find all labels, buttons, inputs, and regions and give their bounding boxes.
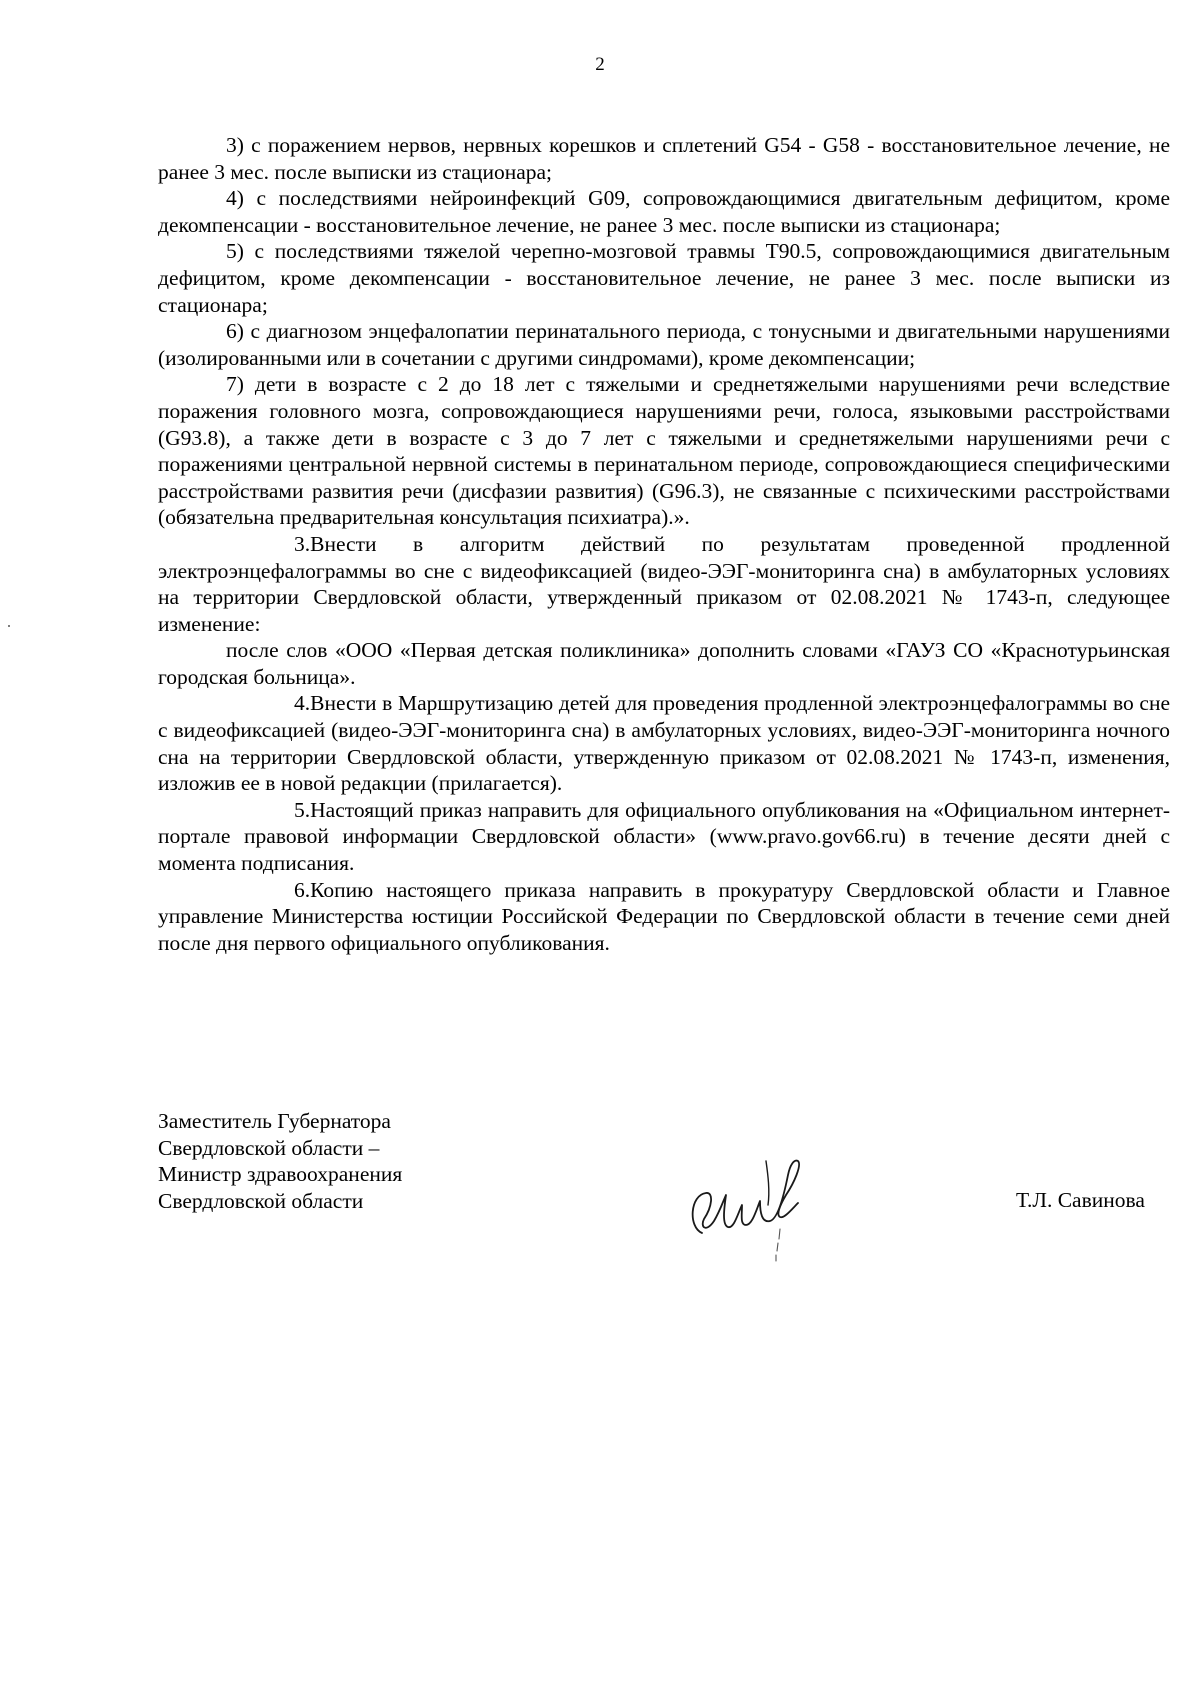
paragraph-sub-item-5: 5) с последствиями тяжелой черепно-мозговой травмы Т90.5, сопровождающимися двигательным дефицитом, кроме декомпенсации - восстановительное лечение, не ранее 3 мес. после выписки из стационара; — [158, 239, 1170, 317]
paragraph-item-3 — [158, 531, 1170, 637]
paragraph-item-6 — [158, 877, 1170, 957]
signatory-title-line: Министр здравоохранения — [158, 1162, 403, 1187]
item-6-text: Копию настоящего приказа направить в прокуратуру Свердловской области и Главное управление Министерства юстиции Российской Федерации по Свердловской области в течение семи дней после дня первого официального опубликования. — [158, 877, 1170, 955]
paragraph-item-5 — [158, 797, 1170, 877]
paragraph-item-3-change: после слов «ООО «Первая детская поликлиника» дополнить словами «ГАУЗ СО «Краснотурьинская городская больница». — [158, 638, 1170, 689]
item-number-3: 3. — [294, 531, 311, 556]
paragraph-sub-item-4: 4) с последствиями нейроинфекций G09, сопровождающимися двигательным дефицитом, кроме декомпенсации - восстановительное лечение, не ранее 3 мес. после выписки из стационара; — [158, 186, 1170, 237]
item-number-4: 4. — [294, 691, 311, 716]
paragraph-sub-item-6: 6) с диагнозом энцефалопатии перинатального периода, с тонусными и двигательными нарушениями (изолированными или в сочетании с другими синдромами), кроме декомпенсации; — [158, 319, 1170, 370]
item-3-text: Внести в алгоритм действий по результатам проведенной продленной электроэнцефалограммы во сне с видеофиксацией (видео-ЭЭГ-мониторинга сна) в амбулаторных условиях на территории Свердловской области, утвержденный приказом от 02.08.2021 № 1743-п, следующее изменение: — [158, 531, 1170, 636]
page-number: 2 — [595, 54, 605, 75]
signatory-title-line: Свердловской области — [158, 1188, 364, 1213]
scan-speck — [8, 625, 10, 627]
item-5-text: Настоящий приказ направить для официального опубликования на «Официальном интернет-портале правовой информации Свердловской области» (www.pravo.gov66.ru) в течение десяти дней с момента подписания. — [158, 797, 1170, 876]
paragraph-sub-item-7: 7) дети в возрасте с 2 до 18 лет с тяжелыми и среднетяжелыми нарушениями речи вследствие поражения головного мозга, сопровождающиеся нарушениями речи, голоса, языковыми расстройствами (G93.8), а также дети в возрасте с 3 до 7 лет с тяжелыми и среднетяжелыми нарушениями речи с поражениями центральной нервной системы в перинатальном периоде, сопровождающиеся специфическими расстройствами развития речи (дисфазии развития) (G96.3), не связанные с психическими расстройствами (обязательна предварительная консультация психиатра).». — [158, 372, 1170, 530]
item-number-6: 6. — [294, 877, 311, 902]
signer-name: Т.Л. Савинова — [1016, 1188, 1145, 1212]
item-number-5: 5. — [294, 797, 311, 822]
paragraph-item-4 — [158, 690, 1170, 796]
handwritten-signature — [680, 1135, 830, 1265]
signatory-title-line: Заместитель Губернатора — [158, 1109, 391, 1133]
signatory-title-line: Свердловской области – — [158, 1135, 380, 1160]
signatory-title — [158, 1108, 402, 1214]
document-body — [158, 132, 1170, 956]
paragraph-sub-item-3: 3) с поражением нервов, нервных корешков и сплетений G54 - G58 - восстановительное лечение, не ранее 3 мес. после выписки из стационара; — [158, 133, 1170, 184]
item-4-text: Внести в Маршрутизацию детей для проведения продленной электроэнцефалограммы во сне с видеофиксацией (видео-ЭЭГ-мониторинга сна) в амбулаторных условиях, видео-ЭЭГ-мониторинга ночного сна на территории Свердловской области, утвержденную приказом от 02.08.2021 № 1743-п, изменения, изложив ее в новой редакции (прилагается). — [158, 691, 1170, 796]
